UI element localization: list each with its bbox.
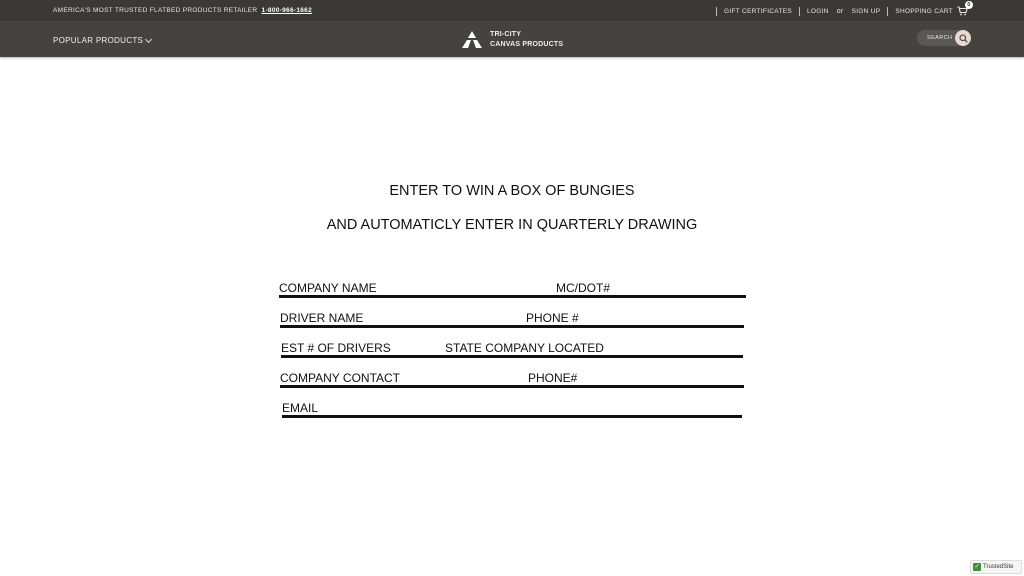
or-text: or [836,7,844,15]
form-row-email [282,398,742,418]
company-name-label: COMPANY NAME [279,281,377,295]
mc-dot-label: MC/DOT# [556,281,610,295]
chevron-down-icon [145,35,152,42]
popular-products-menu[interactable] [53,36,151,45]
logo-mark-icon [461,31,483,49]
logo-text [490,30,563,50]
shopping-cart-link[interactable]: SHOPPING CART [895,7,953,15]
contest-subheading: AND AUTOMATICLY ENTER IN QUARTERLY DRAWING [326,217,698,233]
phone-link[interactable]: 1-800-966-1662 [261,7,312,14]
popular-products-label: POPULAR PRODUCTS [53,36,144,45]
phone-label: PHONE # [526,311,579,325]
form-row-contact [280,368,744,388]
company-contact-label: COMPANY CONTACT [280,371,401,385]
drivers-count-label: EST # OF DRIVERS [281,341,391,355]
contest-entry-image [0,57,1024,576]
signup-link[interactable]: SIGN UP [851,7,881,15]
driver-name-label: DRIVER NAME [280,311,364,325]
login-link[interactable]: LOGIN [807,7,829,15]
form-underline [281,355,743,358]
contact-phone-label: PHONE# [528,371,578,385]
site-logo[interactable] [461,30,563,50]
divider [887,7,888,16]
logo-line-1: TRI-CITY [490,31,522,38]
form-underline [280,325,744,328]
divider [716,7,717,16]
retailer-tagline [53,7,312,14]
top-utility-bar [0,0,1024,21]
divider [799,7,800,16]
tagline-text: AMERICA'S MOST TRUSTED FLATBED PRODUCTS RETAILER [53,7,258,14]
gift-certificates-link[interactable]: GIFT CERTIFICATES [724,7,792,15]
form-underline [280,385,744,388]
form-row-drivers-count [281,338,743,358]
form-row-driver [280,308,744,328]
main-navigation [0,21,1024,57]
form-row-company [279,278,746,298]
search-icon [959,34,968,43]
checkmark-icon: ✓ [974,564,980,570]
logo-line-2: CANVAS PRODUCTS [490,41,564,48]
account-links [709,2,971,16]
state-label: STATE COMPANY LOCATED [445,341,604,355]
cart-count-badge: 0 [965,1,973,9]
search-placeholder: SEARCH [927,35,953,41]
search-box[interactable] [917,30,971,46]
email-label: EMAIL [282,401,319,415]
form-underline [279,295,746,298]
search-button[interactable] [955,30,971,46]
trustedsite-badge[interactable] [970,560,1022,574]
contest-heading: ENTER TO WIN A BOX OF BUNGIES [389,183,635,199]
trustedsite-label: TrustedSite [983,564,1014,570]
cart-button[interactable] [957,2,971,16]
form-underline [282,415,742,418]
